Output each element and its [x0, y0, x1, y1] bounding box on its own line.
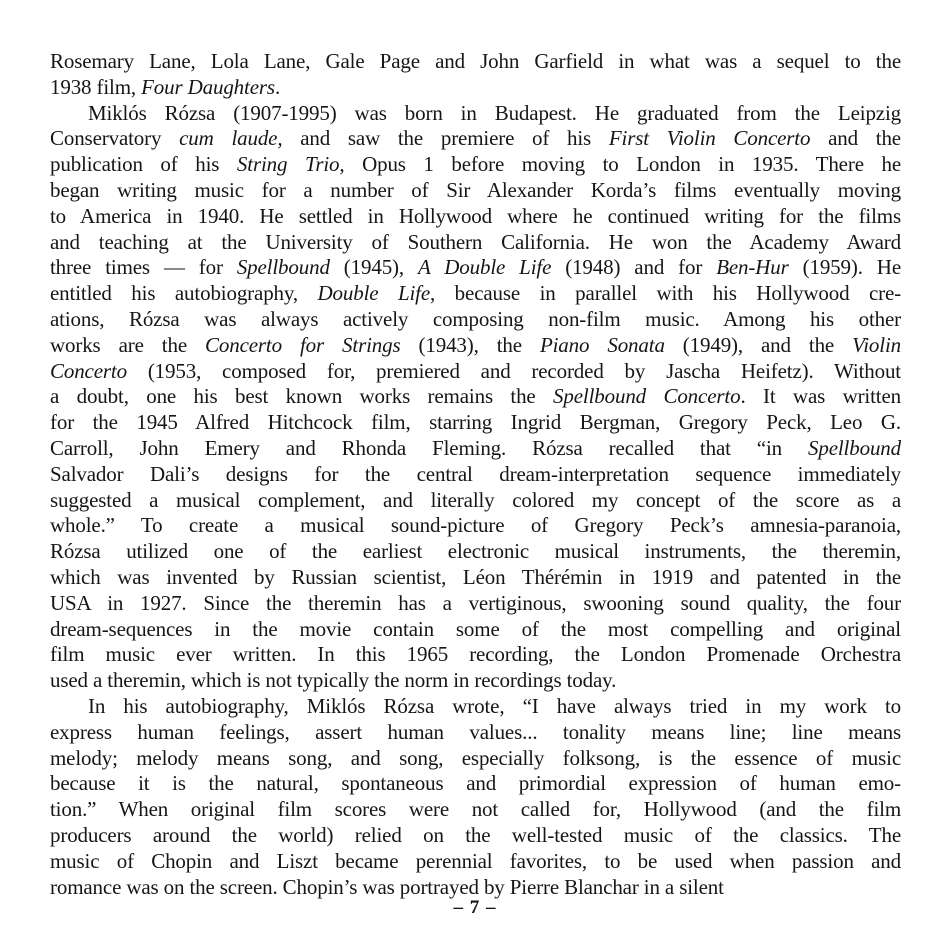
- text-line: [50, 849, 901, 875]
- text-segment: began writing music for a number of Sir Alexander Korda’s films eventually moving: [50, 177, 901, 202]
- text-segment: In his autobiography, Miklós Rózsa wrote, “I have always tried in my work to: [88, 693, 901, 718]
- text-segment: whole.” To create a musical sound-picture of Gregory Peck’s amnesia-paranoia,: [50, 513, 901, 538]
- text-segment: and the: [810, 126, 901, 151]
- text-segment: used a theremin, which is not typically the norm in recordings today.: [50, 668, 617, 693]
- italic-text-segment: Concerto: [50, 358, 127, 383]
- text-segment: . It was written: [740, 384, 901, 409]
- text-line: [50, 823, 901, 849]
- text-line: [50, 539, 901, 565]
- text-segment: tion.” When original film scores were not called for, Hollywood (and the film: [50, 797, 901, 822]
- text-segment: because it is the natural, spontaneous and primordial expression of human emo-: [50, 771, 901, 796]
- text-segment: a doubt, one his best known works remains the: [50, 384, 554, 409]
- text-line: [50, 642, 901, 668]
- italic-text-segment: cum laude,: [179, 126, 283, 151]
- text-line: [50, 694, 901, 720]
- text-segment: Conservatory: [50, 126, 180, 151]
- paragraph: [50, 101, 901, 694]
- italic-text-segment: Ben-Hur: [716, 255, 789, 280]
- text-segment: Rosemary Lane, Lola Lane, Gale Page and John Garfield in what was a sequel to the: [50, 49, 901, 73]
- text-line: [50, 797, 901, 823]
- text-line: [50, 513, 901, 539]
- italic-text-segment: Spellbound: [808, 435, 901, 460]
- text-segment: three times — for: [50, 255, 237, 280]
- italic-text-segment: Piano Sonata: [539, 332, 665, 357]
- paragraph: [50, 49, 901, 101]
- text-line: [50, 333, 901, 359]
- italic-text-segment: Spellbound Concerto: [553, 384, 741, 409]
- italic-text-segment: Violin: [852, 332, 901, 357]
- text-segment: 1938 film,: [50, 74, 142, 99]
- text-line: [50, 668, 901, 694]
- text-line: [50, 771, 901, 797]
- text-segment: Opus 1 before moving to London in 1935. There he: [344, 152, 901, 177]
- text-segment: .: [274, 74, 281, 99]
- text-segment: suggested a musical complement, and literally colored my concept of the score as a: [50, 487, 901, 512]
- text-segment: works are the: [50, 332, 206, 357]
- text-line: [50, 230, 901, 256]
- text-segment: Carroll, John Emery and Rhonda Fleming. Rózsa recalled that “in: [50, 435, 808, 460]
- text-line: [50, 384, 901, 410]
- text-segment: publication of his: [50, 152, 237, 177]
- text-segment: , because in parallel with his Hollywood cre-: [430, 281, 901, 306]
- text-line: [50, 410, 901, 436]
- text-segment: express human feelings, assert human values... tonality means line; line means: [50, 719, 901, 744]
- italic-text-segment: Four Daughters: [141, 74, 275, 99]
- text-segment: Miklós Rózsa (1907-1995) was born in Budapest. He graduated from the Leipzig: [88, 100, 901, 125]
- text-line: [50, 462, 901, 488]
- text-segment: (1949), and the: [664, 332, 853, 357]
- text-line: [50, 126, 901, 152]
- text-segment: romance was on the screen. Chopin’s was portrayed by Pierre Blanchar in a silent: [50, 874, 724, 899]
- text-line: [50, 617, 901, 643]
- italic-text-segment: First Violin Concerto: [608, 126, 811, 151]
- text-segment: (1959). He: [788, 255, 901, 280]
- text-segment: (1943), the: [400, 332, 540, 357]
- italic-text-segment: Double Life: [317, 281, 431, 306]
- text-segment: to America in 1940. He settled in Hollywood where he continued writing for the films: [50, 203, 901, 228]
- text-line: [50, 746, 901, 772]
- text-line: [50, 101, 901, 127]
- text-line: [50, 255, 901, 281]
- text-line: [50, 591, 901, 617]
- text-line: [50, 565, 901, 591]
- text-line: [50, 488, 901, 514]
- text-line: [50, 359, 901, 385]
- text-segment: (1948) and for: [551, 255, 717, 280]
- text-segment: and saw the premiere of his: [282, 126, 609, 151]
- page-body: [50, 49, 901, 900]
- paragraph: [50, 694, 901, 900]
- italic-text-segment: Spellbound: [236, 255, 330, 280]
- text-segment: Rózsa utilized one of the earliest electronic musical instruments, the theremin,: [50, 539, 901, 564]
- text-line: [50, 178, 901, 204]
- text-line: [50, 281, 901, 307]
- text-segment: (1953, composed for, premiered and recorded by Jascha Heifetz). Without: [126, 358, 901, 383]
- page-number: – 7 –: [453, 897, 497, 918]
- text-segment: Salvador Dali’s designs for the central dream-interpretation sequence immediately: [50, 461, 901, 486]
- text-segment: melody; melody means song, and song, especially folksong, is the essence of music: [50, 745, 901, 770]
- text-line: [50, 49, 901, 75]
- text-segment: film music ever written. In this 1965 recording, the London Promenade Orchestra: [50, 642, 901, 667]
- text-line: [50, 436, 901, 462]
- text-line: [50, 204, 901, 230]
- text-line: [50, 307, 901, 333]
- text-segment: (1945),: [329, 255, 418, 280]
- text-segment: music of Chopin and Liszt became perennial favorites, to be used when passion and: [50, 848, 901, 873]
- italic-text-segment: Concerto for Strings: [205, 332, 401, 357]
- italic-text-segment: String Trio,: [236, 152, 345, 177]
- text-segment: which was invented by Russian scientist, Léon Thérémin in 1919 and patented in the: [50, 564, 901, 589]
- text-segment: and teaching at the University of Southern California. He won the Academy Award: [50, 229, 901, 254]
- text-segment: USA in 1927. Since the theremin has a vertiginous, swooning sound quality, the four: [50, 590, 901, 615]
- text-segment: entitled his autobiography,: [50, 281, 318, 306]
- text-segment: ations, Rózsa was always actively composing non-film music. Among his other: [50, 306, 901, 331]
- text-segment: producers around the world) relied on the well-tested music of the classics. The: [50, 822, 901, 847]
- text-line: [50, 152, 901, 178]
- text-segment: dream-sequences in the movie contain some of the most compelling and original: [50, 616, 901, 641]
- italic-text-segment: A Double Life: [417, 255, 552, 280]
- text-line: [50, 75, 901, 101]
- text-segment: for the 1945 Alfred Hitchcock film, starring Ingrid Bergman, Gregory Peck, Leo G.: [50, 410, 901, 435]
- text-line: [50, 720, 901, 746]
